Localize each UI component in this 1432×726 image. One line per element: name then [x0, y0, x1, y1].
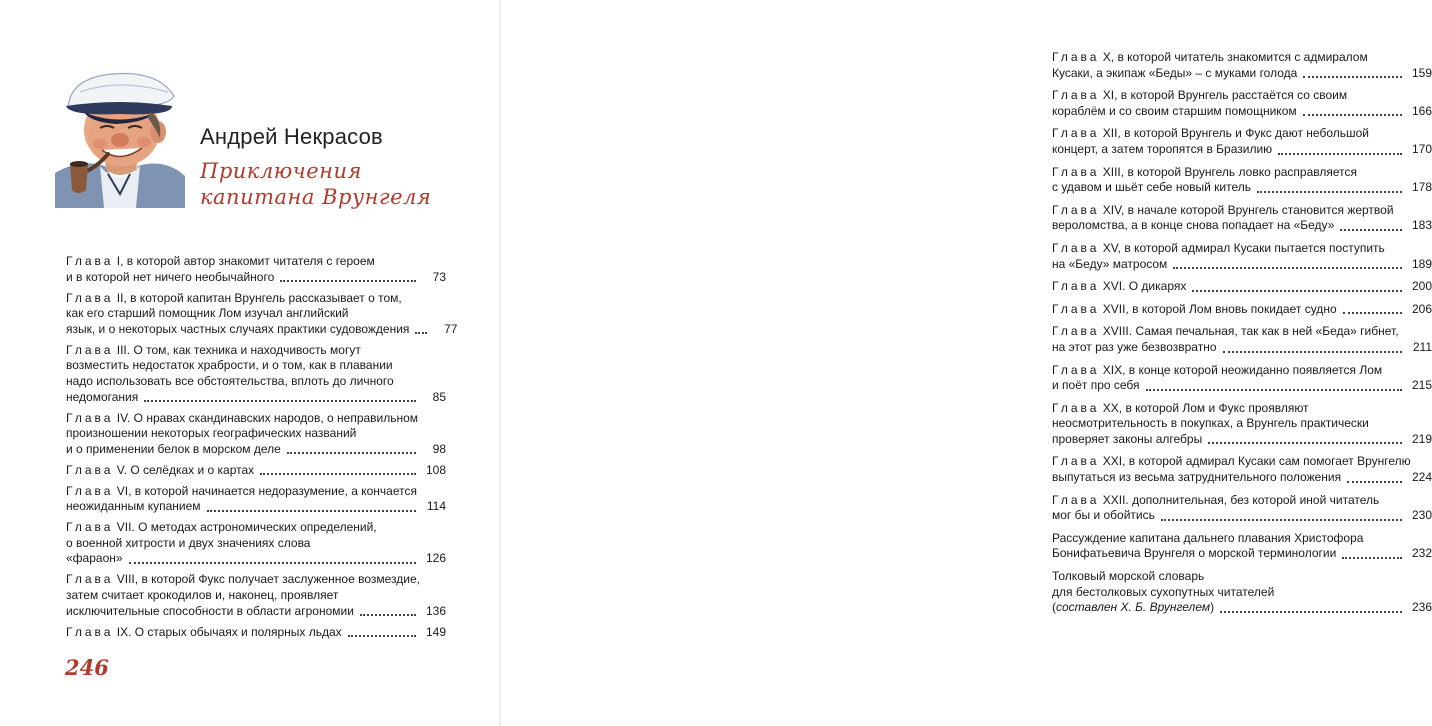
toc-right-column: [1052, 50, 1432, 623]
toc-entry-text: выпутаться из весьма затруднительного положения: [1052, 470, 1342, 485]
chapter-word: Глава: [1052, 279, 1100, 294]
toc-entry-text: кораблём и со своим старшим помощником: [1052, 103, 1297, 118]
chapter-word: Глава: [1052, 301, 1100, 316]
toc-entry-text: вероломства, а в конце снова попадает на «Беду»: [1052, 218, 1335, 233]
toc-entry-line: [66, 306, 446, 322]
toc-entry-text: мог бы и обойтись: [1052, 508, 1155, 523]
dot-leader: [1192, 289, 1402, 292]
toc-page-number: 206: [1411, 301, 1432, 316]
toc-entry-last-line: [66, 625, 446, 641]
dot-leader: [1146, 388, 1402, 391]
toc-entry: [66, 411, 446, 458]
author-name: Андрей Некрасов: [200, 124, 383, 149]
toc-entry-last-line: [66, 390, 446, 406]
toc-page-number: 219: [1411, 431, 1432, 446]
toc-page-number: 126: [425, 551, 446, 566]
toc-entry: [1052, 493, 1432, 524]
chapter-heading-text: О методах астрономических определений,: [138, 520, 377, 535]
toc-entry-line: [1052, 454, 1432, 470]
dot-leader: [415, 331, 427, 334]
toc-entry-text: недомогания: [66, 389, 139, 404]
toc-page-number: 85: [432, 389, 446, 404]
toc-entry: [1052, 569, 1432, 616]
toc-entry-line: [1052, 569, 1432, 585]
chapter-word: Глава: [66, 572, 114, 587]
dot-leader: [1278, 152, 1402, 155]
chapter-word: Глава: [66, 410, 114, 425]
dot-leader: [129, 561, 416, 564]
toc-entry-line: [1052, 363, 1432, 379]
dot-leader: [1161, 518, 1402, 521]
toc-entry-line: [1052, 241, 1432, 257]
toc-entry-line: [1052, 324, 1432, 340]
toc-entry-last-line: [1052, 546, 1432, 562]
toc-entry: [1052, 401, 1432, 448]
toc-page-number: 224: [1411, 470, 1432, 485]
toc-page-number: 114: [426, 499, 446, 514]
toc-entry-text: и о применении белок в морском деле: [66, 441, 281, 456]
toc-entry: [66, 290, 458, 338]
page-number: 246: [65, 655, 109, 680]
book-title-line-1: Приключения: [200, 159, 362, 183]
toc-page-number: 166: [1411, 103, 1432, 118]
toc-entry: [66, 520, 446, 567]
toc-entry-text: Глава XIV, в начале которой Врунгель становится жертвой: [1052, 202, 1394, 217]
chapter-heading-text: О том, как техника и находчивость могут: [133, 342, 361, 357]
toc-entry: [1052, 126, 1432, 157]
toc-entry-line: [66, 374, 446, 390]
toc-entry-text: Глава XXII. дополнительная, без которой иной читатель: [1052, 492, 1380, 507]
book-title: [200, 158, 432, 210]
toc-page-number: 170: [1411, 141, 1432, 156]
chapter-heading-text: в которой Врунгель расстаётся со своим: [1120, 88, 1348, 103]
captain-portrait: [50, 48, 188, 208]
toc-entry-line: [66, 572, 446, 588]
toc-entry-line: [1052, 401, 1432, 417]
toc-entry-text: на «Беду» матросом: [1052, 256, 1168, 271]
dot-leader: [1340, 228, 1402, 231]
toc-entry-text: с удавом и шьёт себе новый китель: [1052, 180, 1251, 195]
toc-entry-text: неожиданным купанием: [66, 499, 201, 514]
toc-entry-text: Глава XVII, в которой Лом вновь покидает судно: [1052, 301, 1337, 316]
toc-page-number: 73: [432, 269, 446, 284]
toc-entry-last-line: [1052, 257, 1432, 273]
toc-entry: [66, 625, 446, 641]
toc-entry-line: [1052, 203, 1432, 219]
toc-entry-last-line: [1052, 104, 1432, 120]
toc-entry-text: концерт, а затем торопятся в Бразилию: [1052, 141, 1273, 156]
toc-page-number: 230: [1411, 508, 1432, 523]
toc-entry-text: и поёт про себя: [1052, 378, 1140, 393]
toc-entry-last-line: [66, 604, 446, 620]
toc-entry: [66, 254, 446, 285]
toc-page-number: 211: [1412, 339, 1432, 354]
toc-page-number: 178: [1411, 180, 1432, 195]
toc-entry: [1052, 302, 1432, 318]
toc-entry-text: «фараон»: [66, 551, 123, 566]
toc-entry-last-line: [1052, 302, 1432, 318]
dot-leader: [280, 279, 416, 282]
toc-entry-text: Глава XII, в которой Врунгель и Фукс дают небольшой: [1052, 126, 1370, 141]
toc-entry-text: Кусаки, а экипаж «Беды» – с муками голода: [1052, 65, 1298, 80]
chapter-heading-text: в начале которой Врунгель становится жертвой: [1127, 202, 1394, 217]
toc-entry-line: [1052, 531, 1432, 547]
toc-entry-text: Толковый морской словарь: [1052, 569, 1205, 584]
chapter-word: Глава: [66, 342, 114, 357]
toc-page-number: 232: [1411, 546, 1432, 561]
chapter-word: Глава: [1052, 126, 1100, 141]
italic-credit: составлен Х. Б. Врунгелем: [1056, 600, 1211, 615]
toc-entry-last-line: [1052, 218, 1432, 234]
toc-page-number: 183: [1411, 218, 1432, 233]
toc-entry: [1052, 324, 1432, 355]
chapter-heading-text: в которой автор знакомит читателя с героем: [126, 254, 375, 268]
dot-leader: [260, 472, 416, 475]
chapter-word: Глава: [66, 254, 114, 268]
toc-page-number: 215: [1411, 378, 1432, 393]
chapter-word: Глава: [1052, 88, 1100, 103]
toc-entry-last-line: [1052, 66, 1432, 82]
toc-entry-line: [1052, 126, 1432, 142]
chapter-heading-text: в которой Фукс получает заслуженное возмездие,: [141, 572, 420, 587]
chapter-word: Глава: [66, 520, 114, 535]
toc-entry: [1052, 203, 1432, 234]
chapter-word: Глава: [1052, 50, 1100, 64]
toc-entry-text: проверяет законы алгебры: [1052, 431, 1203, 446]
toc-entry-line: [66, 411, 446, 427]
toc-entry-text: Глава XVIII. Самая печальная, так как в ней «Беда» гибнет,: [1052, 324, 1399, 339]
chapter-heading-text: в которой Лом и Фукс проявляют: [1125, 400, 1309, 415]
toc-entry-text: Глава VIII, в которой Фукс получает заслуженное возмездие,: [66, 572, 420, 587]
toc-entry-last-line: [66, 551, 446, 567]
chapter-heading-text: в конце которой неожиданно появляется Лом: [1128, 362, 1383, 377]
toc-entry-last-line: [1052, 378, 1432, 394]
toc-entry-text: Глава XVI. О дикарях: [1052, 279, 1187, 294]
dot-leader: [360, 613, 416, 616]
toc-entry-text: Рассуждение капитана дальнего плавания Христофора: [1052, 530, 1364, 545]
toc-page-number: 236: [1411, 600, 1432, 615]
toc-page-number: 98: [432, 441, 446, 456]
toc-entry-line: [66, 291, 446, 307]
dot-leader: [1343, 311, 1402, 314]
toc-entry-line: [1052, 416, 1432, 432]
toc-entry-text: Глава XX, в которой Лом и Фукс проявляют: [1052, 400, 1309, 415]
toc-page-number: 159: [1411, 65, 1432, 80]
toc-entry-text: неосмотрительность в покупках, а Врунгель практически: [1052, 416, 1369, 431]
toc-entry: [66, 463, 446, 479]
toc-entry-last-line: [1052, 432, 1432, 448]
toc-page-number: 200: [1411, 279, 1432, 294]
toc-entry-line: [66, 358, 446, 374]
chapter-word: Глава: [1052, 324, 1100, 339]
toc-entry: [1052, 88, 1432, 119]
chapter-heading-text: О дикарях: [1128, 279, 1187, 294]
chapter-word: Глава: [1052, 240, 1100, 255]
toc-entry-last-line: [66, 321, 458, 338]
toc-entry-text: Глава I, в которой автор знакомит читателя с героем: [66, 254, 375, 268]
right-page: [500, 0, 1432, 726]
dot-leader: [1173, 266, 1402, 269]
chapter-word: Глава: [1052, 164, 1100, 179]
toc-entry: [1052, 165, 1432, 196]
dot-leader: [1347, 480, 1402, 483]
toc-entry-text: и в которой нет ничего необычайного: [66, 269, 275, 284]
toc-entry-text: для бестолковых сухопутных читателей: [1052, 584, 1275, 599]
chapter-word: Глава: [66, 483, 114, 498]
dot-leader: [1342, 556, 1402, 559]
dot-leader: [1303, 113, 1402, 116]
toc-page-number: 149: [425, 624, 446, 639]
toc-entry: [1052, 50, 1432, 81]
chapter-heading-text: в которой начинается недоразумение, а кончается: [134, 483, 417, 498]
toc-page-number: 108: [425, 462, 446, 477]
toc-entry-line: [1052, 88, 1432, 104]
chapter-heading-text: О селёдках и о картах: [130, 462, 255, 477]
toc-entry-text: о военной хитрости и двух значениях слова: [66, 535, 311, 550]
toc-entry-line: [1052, 165, 1432, 181]
toc-entry-text: Глава XXI, в которой адмирал Кусаки сам помогает Врунгелю: [1052, 454, 1411, 469]
toc-entry-last-line: [1052, 340, 1432, 356]
chapter-word: Глава: [1052, 362, 1100, 377]
toc-entry-text: возместить недостаток храбрости, и о том, как в плавании: [66, 358, 393, 373]
toc-entry-text: Глава III. О том, как техника и находчивость могут: [66, 342, 361, 357]
toc-entry-last-line: [66, 270, 446, 286]
chapter-heading-text: в которой Лом вновь покидает судно: [1132, 301, 1337, 316]
toc-entry: [1052, 241, 1432, 272]
chapter-heading-text: в которой адмирал Кусаки пытается поступить: [1124, 240, 1385, 255]
toc-entry-line: [1052, 493, 1432, 509]
toc-entry-text: Глава IX. О старых обычаях и полярных льдах: [66, 624, 342, 639]
toc-page-number: 77: [444, 321, 458, 336]
toc-entry-line: [1052, 585, 1432, 601]
toc-entry-text: Бонифатьевича Врунгеля о морской терминологии: [1052, 546, 1337, 561]
dot-leader: [348, 634, 416, 637]
dot-leader: [1220, 610, 1402, 613]
dot-leader: [287, 451, 416, 454]
toc-entry-line: [66, 588, 446, 604]
toc-entry-line: [66, 343, 446, 359]
toc-page-number: 136: [425, 603, 446, 618]
toc-entry-line: [66, 254, 446, 270]
chapter-heading-text: Самая печальная, так как в ней «Беда» гибнет,: [1135, 324, 1399, 339]
chapter-heading-text: О нравах скандинавских народов, о неправильном: [133, 410, 419, 425]
chapter-word: Глава: [1052, 454, 1100, 469]
toc-entry-last-line: [1052, 180, 1432, 196]
chapter-word: Глава: [1052, 400, 1100, 415]
dot-leader: [1208, 441, 1402, 444]
toc-entry: [66, 343, 446, 405]
toc-entry-line: [66, 484, 446, 500]
chapter-word: Глава: [66, 462, 114, 477]
left-page: [0, 0, 500, 726]
toc-entry-text: Глава VI, в которой начинается недоразумение, а кончается: [66, 483, 417, 498]
toc-entry-text: язык, и о некоторых частных случаях практики судовождения: [66, 321, 410, 336]
toc-entry-text: Глава X, в которой читатель знакомится с адмиралом: [1052, 50, 1368, 64]
chapter-word: Глава: [66, 290, 114, 305]
toc-entry: [66, 572, 446, 619]
book-title-line-2: капитана Врунгеля: [200, 185, 432, 209]
toc-entry-line: [66, 536, 446, 552]
dot-leader: [1223, 350, 1402, 353]
toc-entry-text: на этот раз уже безвозвратно: [1052, 339, 1217, 354]
chapter-heading-text: в которой читатель знакомится с адмиралом: [1117, 50, 1368, 64]
toc-entry-text: исключительные способности в области агрономии: [66, 603, 354, 618]
toc-entry: [1052, 363, 1432, 394]
toc-entry-last-line: [66, 499, 446, 515]
dot-leader: [1303, 75, 1402, 78]
toc-entry-last-line: [66, 463, 446, 479]
toc-entry-last-line: [66, 442, 446, 458]
chapter-word: Глава: [1052, 492, 1100, 507]
dot-leader: [1257, 190, 1402, 193]
toc-entry: [1052, 531, 1432, 562]
toc-entry-last-line: [1052, 142, 1432, 158]
toc-entry-text: (составлен Х. Б. Врунгелем): [1052, 600, 1215, 615]
toc-entry-text: затем считает крокодилов и, наконец, проявляет: [66, 588, 339, 603]
toc-entry-text: надо использовать все обстоятельства, вплоть до личного: [66, 373, 394, 388]
chapter-heading-text: в которой капитан Врунгель рассказывает о том,: [130, 290, 402, 305]
toc-entry-text: как его старший помощник Лом изучал английский: [66, 306, 349, 321]
chapter-word: Глава: [66, 624, 114, 639]
chapter-word: Глава: [1052, 202, 1100, 217]
chapter-heading-text: в которой адмирал Кусаки сам помогает Врунгелю: [1128, 454, 1411, 469]
toc-entry-text: Глава XV, в которой адмирал Кусаки пытается поступить: [1052, 240, 1385, 255]
toc-entry-last-line: [1052, 600, 1432, 616]
chapter-heading-text: дополнительная, без которой иной читатель: [1132, 492, 1380, 507]
toc-left-column: [66, 254, 458, 646]
dot-leader: [207, 509, 416, 512]
toc-entry-text: Глава IV. О нравах скандинавских народов, о неправильном: [66, 410, 419, 425]
toc-entry-text: Глава XI, в которой Врунгель расстаётся со своим: [1052, 88, 1348, 103]
toc-entry-last-line: [1052, 470, 1432, 486]
toc-entry-text: Глава VII. О методах астрономических определений,: [66, 520, 377, 535]
toc-entry-last-line: [1052, 508, 1432, 524]
toc-entry: [1052, 279, 1432, 295]
chapter-heading-text: О старых обычаях и полярных льдах: [134, 624, 342, 639]
toc-entry-text: Глава XIX, в конце которой неожиданно появляется Лом: [1052, 362, 1383, 377]
toc-entry-text: Глава XIII, в которой Врунгель ловко расправляется: [1052, 164, 1358, 179]
toc-entry: [1052, 454, 1432, 485]
toc-entry: [66, 484, 446, 515]
toc-entry-line: [66, 520, 446, 536]
toc-entry-text: произношении некоторых географических названий: [66, 426, 357, 441]
toc-entry-text: Глава II, в которой капитан Врунгель рассказывает о том,: [66, 290, 402, 305]
toc-entry-last-line: [1052, 279, 1432, 295]
chapter-heading-text: в которой Врунгель и Фукс дают небольшой: [1124, 126, 1370, 141]
toc-entry-text: Глава V. О селёдках и о картах: [66, 462, 255, 477]
toc-entry-line: [1052, 50, 1432, 66]
toc-page-number: 189: [1411, 256, 1432, 271]
toc-entry-line: [66, 426, 446, 442]
dot-leader: [144, 399, 416, 402]
chapter-heading-text: в которой Врунгель ловко расправляется: [1127, 164, 1358, 179]
